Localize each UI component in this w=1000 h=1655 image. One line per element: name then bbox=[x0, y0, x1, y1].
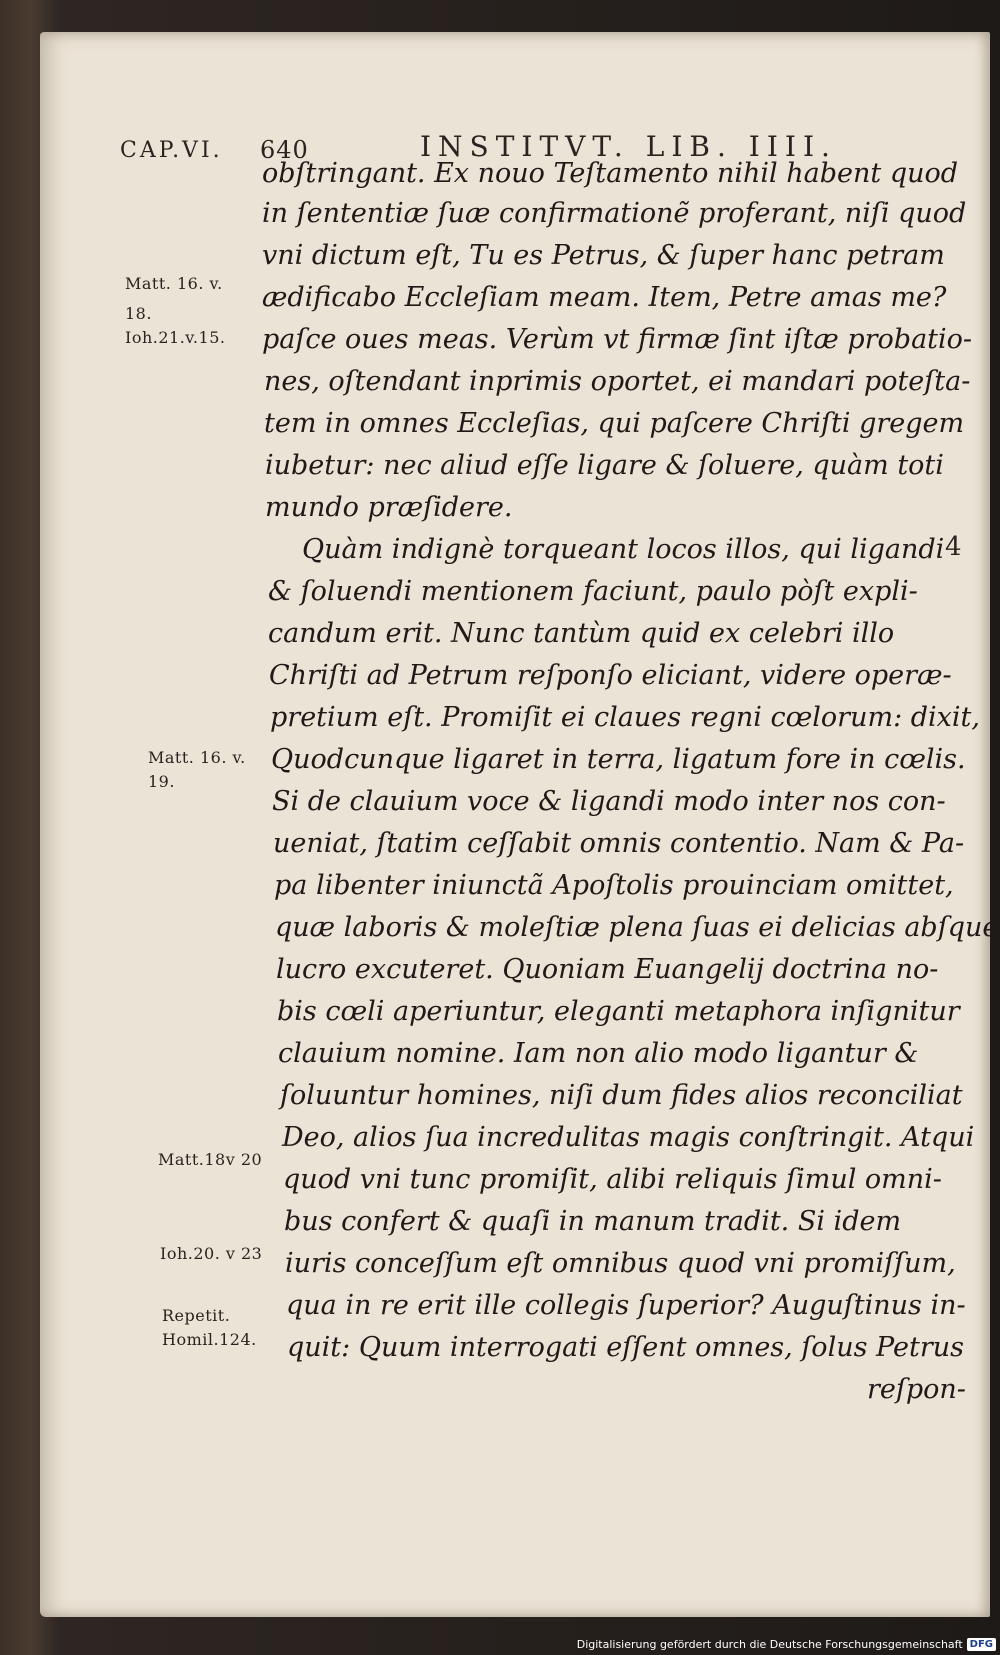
credit-text: Digitalisierung gefördert durch die Deutsche Forschungsgemeinschaft bbox=[576, 1638, 963, 1651]
text-line: vni dictum eſt, Tu es Petrus, & ſuper hanc petram bbox=[262, 240, 945, 271]
text-line: candum erit. Nunc tantùm quid ex celebri illo bbox=[268, 618, 895, 649]
text-line: tem in omnes Eccleſias, qui paſcere Chriſti gregem bbox=[264, 408, 965, 439]
text-line: clauium nomine. Iam non alio modo ligantur & bbox=[278, 1038, 919, 1069]
marginal-reference: Matt. 16. v. bbox=[148, 748, 246, 767]
marginal-reference: 18. bbox=[125, 304, 152, 323]
marginal-reference: Matt.18v 20 bbox=[158, 1150, 263, 1169]
text-line: ædificabo Eccleſiam meam. Item, Petre amas me? bbox=[262, 282, 947, 313]
text-line: qua in re erit ille collegis ſuperior? Auguſtinus in- bbox=[286, 1290, 966, 1321]
paragraph-number: 4 bbox=[945, 532, 962, 562]
marginal-reference: Homil.124. bbox=[162, 1330, 257, 1349]
catchword: reſpon- bbox=[867, 1374, 966, 1405]
text-line: pa libenter iniunctã Apoſtolis prouinciam omittet, bbox=[274, 870, 954, 901]
dfg-logo: DFG bbox=[967, 1638, 996, 1651]
text-line: bis cœli aperiuntur, eleganti metaphora inſignitur bbox=[277, 996, 960, 1027]
text-line: in ſententiæ ſuæ confirmationẽ proferant, niſi quod bbox=[262, 198, 967, 229]
book-title: INSTITVT. LIB. IIII. bbox=[420, 130, 837, 163]
page-number: 640 bbox=[260, 136, 309, 164]
text-line: Si de clauium voce & ligandi modo inter nos con- bbox=[272, 786, 946, 817]
text-line: paſce oues meas. Verùm vt firmæ ſint iſtæ probatio- bbox=[262, 324, 973, 355]
marginal-reference: Ioh.21.v.15. bbox=[125, 328, 226, 347]
marginal-reference: 19. bbox=[148, 772, 175, 791]
text-line: quod vni tunc promiſit, alibi reliquis ſimul omni- bbox=[283, 1164, 942, 1195]
text-line: Chriſti ad Petrum reſponſo eliciant, videre operæ- bbox=[269, 660, 952, 691]
text-line: obſtringant. Ex nouo Teſtamento nihil habent quod bbox=[262, 158, 959, 189]
text-line: lucro excuteret. Quoniam Euangelij doctrina no- bbox=[276, 954, 939, 985]
text-line: & ſoluendi mentionem faciunt, paulo pòſt expli- bbox=[268, 576, 918, 607]
text-line: quit: Quum interrogati eſſent omnes, ſolus Petrus bbox=[287, 1332, 964, 1363]
text-line: quæ laboris & moleſtiæ plena ſuas ei delicias abſque bbox=[275, 912, 999, 943]
text-line: ſoluuntur homines, niſi dum fides alios reconciliat bbox=[280, 1080, 963, 1111]
text-line: mundo præſidere. bbox=[265, 492, 513, 523]
text-line: iubetur: nec aliud eſſe ligare & ſoluere, quàm toti bbox=[265, 450, 944, 481]
text-line: Deo, alios ſua incredulitas magis conſtringit. Atqui bbox=[282, 1122, 975, 1153]
text-line: pretium eſt. Promiſit ei claues regni cœlorum: dixit, bbox=[270, 702, 980, 733]
text-line: ueniat, ſtatim ceſſabit omnis contentio. Nam & Pa- bbox=[273, 828, 965, 859]
marginal-reference: Repetit. bbox=[162, 1306, 231, 1325]
text-line: nes, oſtendant inprimis oportet, ei mandari poteſta- bbox=[264, 366, 971, 397]
marginal-reference: Matt. 16. v. bbox=[125, 274, 223, 293]
chapter-label: CAP.VI. bbox=[120, 138, 223, 163]
text-line: Quàm indignè torqueant locos illos, qui ligandi bbox=[302, 534, 945, 565]
text-line: iuris conceſſum eſt omnibus quod vni promiſſum, bbox=[285, 1248, 956, 1279]
marginal-reference: Ioh.20. v 23 bbox=[160, 1244, 263, 1263]
digitization-credit bbox=[577, 1638, 996, 1651]
text-line: bus confert & quaſi in manum tradit. Si idem bbox=[284, 1206, 902, 1237]
text-line: Quodcunque ligaret in terra, ligatum fore in cœlis. bbox=[271, 744, 966, 775]
